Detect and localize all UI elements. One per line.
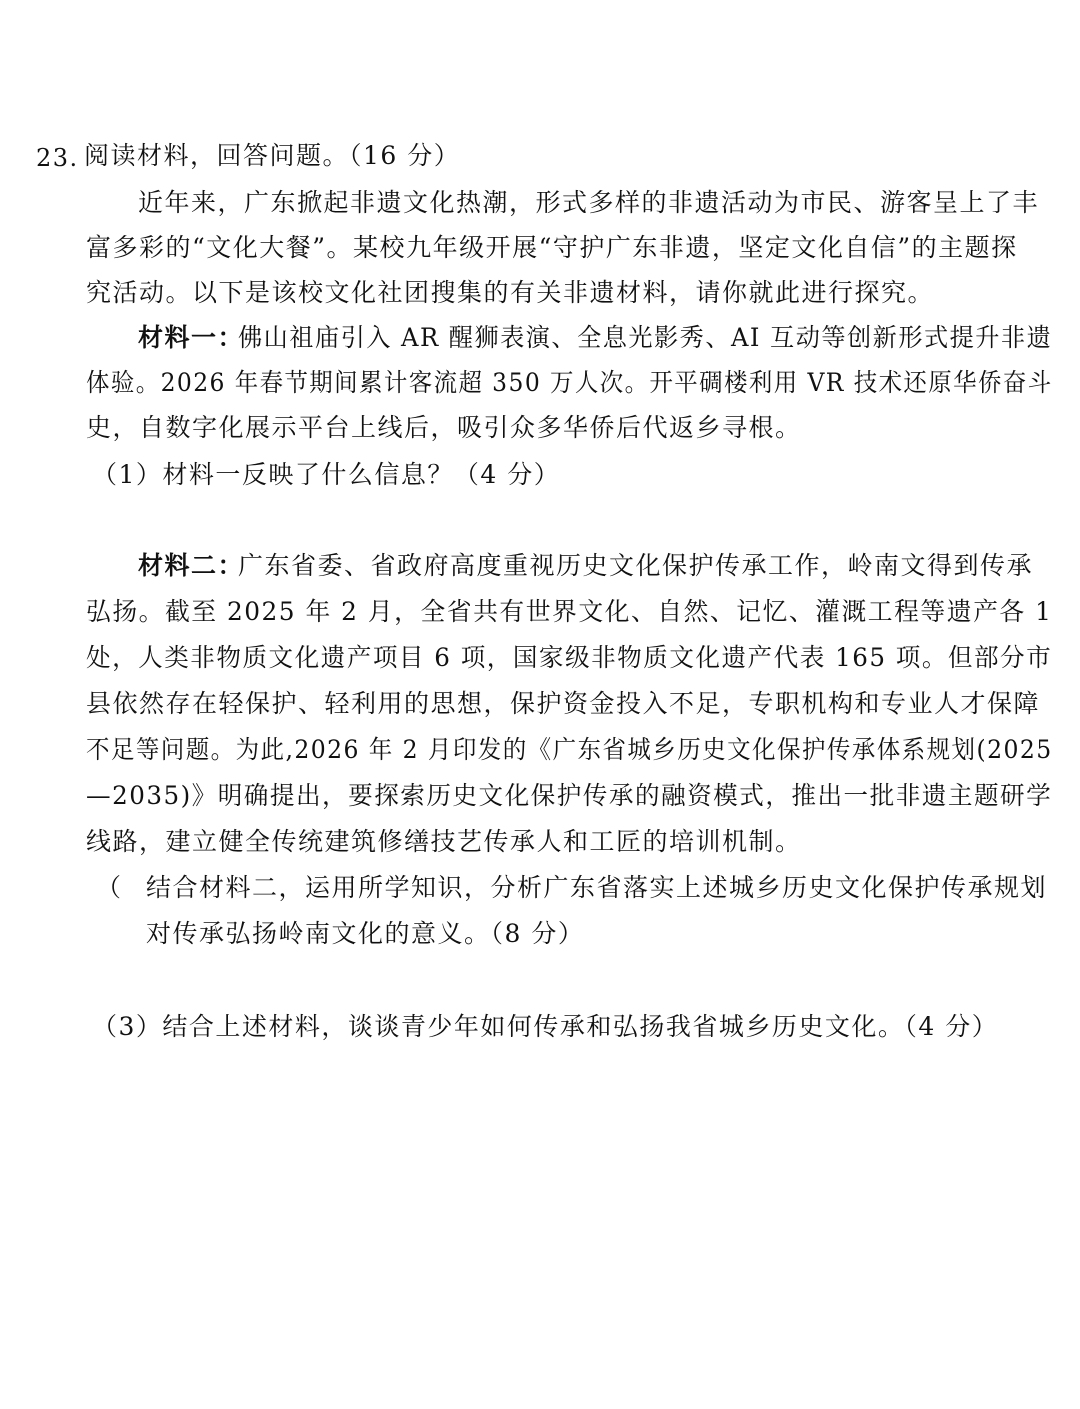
question-number: 23. xyxy=(36,144,79,172)
material2-line-5: 不足等问题。为此,2026 年 2 月印发的《广东省城乡历史文化保护传承体系规划(2025 xyxy=(86,735,1053,764)
intro-line-2: 富多彩的“文化大餐”。某校九年级开展“守护广东非遗，坚定文化自信”的主题探 xyxy=(86,233,1018,262)
material2-line-4: 县依然存在轻保护、轻利用的思想，保护资金投入不足，专职机构和专业人才保障 xyxy=(86,689,1041,718)
intro-line-1: 近年来，广东掀起非遗文化热潮，形式多样的非遗活动为市民、游客呈上了丰 xyxy=(138,188,1040,217)
question-header: 阅读材料，回答问题。（16 分） xyxy=(84,141,461,170)
sub-question-1: （1）材料一反映了什么信息？（4 分） xyxy=(92,460,561,489)
sub-question-2-line-2: 对传承弘扬岭南文化的意义。（8 分） xyxy=(146,919,585,948)
material2-label: 材料二： xyxy=(138,551,245,580)
material2-line-6: —2035)》明确提出，要探索历史文化保护传承的融资模式，推出一批非遗主题研学 xyxy=(86,781,1053,810)
material2-line-3: 处，人类非物质文化遗产项目 6 项，国家级非物质文化遗产代表 165 项。但部分市 xyxy=(86,643,1053,672)
material1-line-3: 史，自数字化展示平台上线后，吸引众多华侨后代返乡寻根。 xyxy=(86,413,802,442)
intro-line-3: 究活动。以下是该校文化社团搜集的有关非遗材料，请你就此进行探究。 xyxy=(86,278,935,307)
material2-line-1: 广东省委、省政府高度重视历史文化保护传承工作，岭南文得到传承 xyxy=(238,551,1034,580)
sub-question-3: （3）结合上述材料，谈谈青少年如何传承和弘扬我省城乡历史文化。（4 分） xyxy=(92,1012,999,1041)
sub-question-2-line-1: 结合材料二，运用所学知识，分析广东省落实上述城乡历史文化保护传承规划 xyxy=(146,873,1048,902)
material1-line-2: 体验。2026 年春节期间累计客流超 350 万人次。开平碉楼利用 VR 技术还原华侨奋斗 xyxy=(86,368,1053,397)
material1-line-1: 佛山祖庙引入 AR 醒狮表演、全息光影秀、AI 互动等创新形式提升非遗 xyxy=(238,323,1053,352)
sub-question-2-prefix: （ xyxy=(96,873,123,902)
material2-line-2: 弘扬。截至 2025 年 2 月，全省共有世界文化、自然、记忆、灌溉工程等遗产各 1 xyxy=(86,597,1053,626)
material1-label: 材料一： xyxy=(138,323,245,352)
material2-line-7: 线路，建立健全传统建筑修缮技艺传承人和工匠的培训机制。 xyxy=(86,827,802,856)
